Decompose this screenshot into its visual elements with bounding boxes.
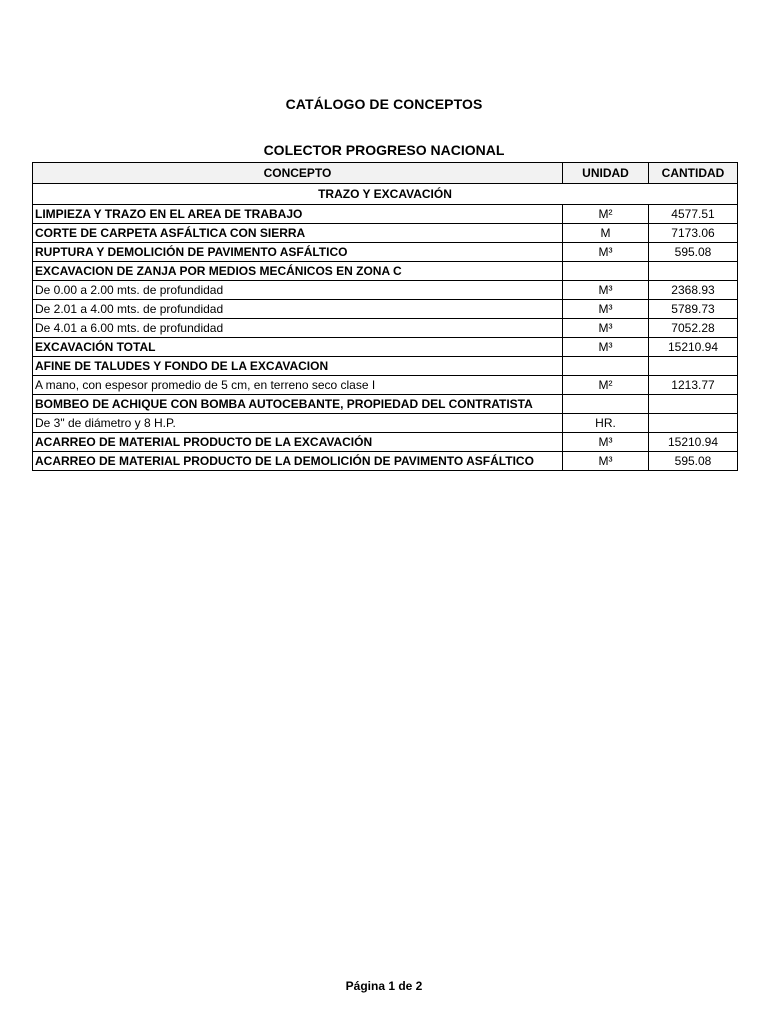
cantidad-cell: 7173.06 (649, 224, 738, 243)
unidad-cell: M³ (563, 243, 649, 262)
cantidad-cell: 2368.93 (649, 281, 738, 300)
concepto-cell: De 3" de diámetro y 8 H.P. (33, 414, 563, 433)
table-row (33, 300, 738, 319)
concepto-cell: CORTE DE CARPETA ASFÁLTICA CON SIERRA (33, 224, 563, 243)
cantidad-cell (649, 357, 738, 376)
unidad-cell: M³ (563, 319, 649, 338)
table-row (33, 357, 738, 376)
unidad-cell: M³ (563, 281, 649, 300)
section-title: TRAZO Y EXCAVACIÓN (33, 184, 738, 205)
cantidad-cell: 1213.77 (649, 376, 738, 395)
unidad-cell (563, 357, 649, 376)
table-row (33, 433, 738, 452)
unidad-cell: M³ (563, 338, 649, 357)
cantidad-cell: 595.08 (649, 243, 738, 262)
header-cantidad: CANTIDAD (649, 163, 738, 184)
concepto-cell: De 0.00 a 2.00 mts. de profundidad (33, 281, 563, 300)
table-row (33, 395, 738, 414)
table-row (33, 376, 738, 395)
unidad-cell: M³ (563, 433, 649, 452)
table-row (33, 262, 738, 281)
concepto-cell: AFINE DE TALUDES Y FONDO DE LA EXCAVACION (33, 357, 563, 376)
cantidad-cell (649, 262, 738, 281)
table-body (33, 184, 738, 471)
table-header (33, 163, 738, 184)
table-row (33, 281, 738, 300)
unidad-cell (563, 262, 649, 281)
concepto-cell: De 2.01 a 4.00 mts. de profundidad (33, 300, 563, 319)
concepto-cell: De 4.01 a 6.00 mts. de profundidad (33, 319, 563, 338)
table-row (33, 224, 738, 243)
cantidad-cell: 595.08 (649, 452, 738, 471)
unidad-cell: M² (563, 376, 649, 395)
concepto-cell: EXCAVACIÓN TOTAL (33, 338, 563, 357)
concepto-cell: A mano, con espesor promedio de 5 cm, en terreno seco clase I (33, 376, 563, 395)
header-row (33, 163, 738, 184)
section-row (33, 184, 738, 205)
cantidad-cell: 15210.94 (649, 338, 738, 357)
cantidad-cell: 15210.94 (649, 433, 738, 452)
cantidad-cell (649, 395, 738, 414)
unidad-cell: HR. (563, 414, 649, 433)
concepto-cell: ACARREO DE MATERIAL PRODUCTO DE LA DEMOLICIÓN DE PAVIMENTO ASFÁLTICO (33, 452, 563, 471)
unidad-cell: M³ (563, 452, 649, 471)
table-row (33, 338, 738, 357)
header-unidad: UNIDAD (563, 163, 649, 184)
unidad-cell: M³ (563, 300, 649, 319)
unidad-cell: M (563, 224, 649, 243)
table-row (33, 243, 738, 262)
unidad-cell (563, 395, 649, 414)
concept-catalog-table (32, 162, 738, 471)
concepto-cell: BOMBEO DE ACHIQUE CON BOMBA AUTOCEBANTE, PROPIEDAD DEL CONTRATISTA (33, 395, 563, 414)
table-row (33, 452, 738, 471)
unidad-cell: M² (563, 205, 649, 224)
cantidad-cell: 4577.51 (649, 205, 738, 224)
concepto-cell: LIMPIEZA Y TRAZO EN EL AREA DE TRABAJO (33, 205, 563, 224)
document-title: CATÁLOGO DE CONCEPTOS (285, 96, 483, 112)
cantidad-cell: 7052.28 (649, 319, 738, 338)
page-number: Página 1 de 2 (345, 979, 423, 993)
table-row (33, 414, 738, 433)
concepto-cell: RUPTURA Y DEMOLICIÓN DE PAVIMENTO ASFÁLTICO (33, 243, 563, 262)
cantidad-cell: 5789.73 (649, 300, 738, 319)
concepto-cell: ACARREO DE MATERIAL PRODUCTO DE LA EXCAVACIÓN (33, 433, 563, 452)
cantidad-cell (649, 414, 738, 433)
table-row (33, 319, 738, 338)
document-subtitle: COLECTOR PROGRESO NACIONAL (263, 142, 505, 158)
header-concepto: CONCEPTO (33, 163, 563, 184)
table-row (33, 205, 738, 224)
concepto-cell: EXCAVACION DE ZANJA POR MEDIOS MECÁNICOS EN ZONA C (33, 262, 563, 281)
